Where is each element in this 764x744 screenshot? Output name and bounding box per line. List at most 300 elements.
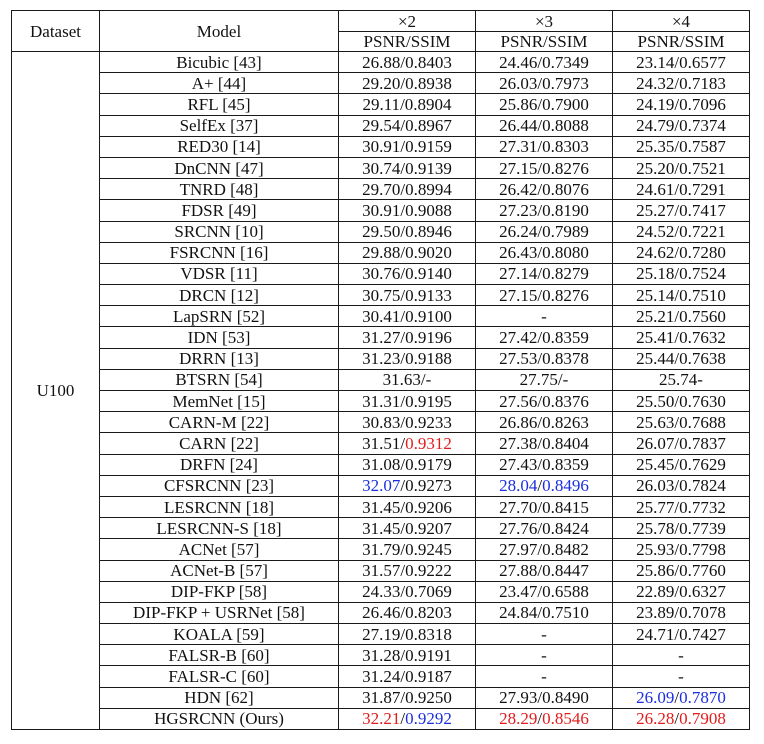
ssim-value: 0.8279 (542, 264, 589, 284)
psnr-value: 31.08 (362, 455, 401, 475)
metric-cell: 25.45/0.7629 (613, 454, 750, 475)
ssim-value: - (425, 370, 432, 390)
model-cell: RFL [45] (100, 94, 339, 115)
psnr-value: 31.63 (382, 370, 421, 390)
ssim-value: 0.9196 (405, 328, 452, 348)
ssim-value: 0.9159 (405, 137, 452, 157)
metric-cell: 27.38/0.8404 (476, 433, 613, 454)
psnr-value: 24.84 (499, 603, 538, 623)
header-row (12, 11, 750, 32)
table-row (12, 369, 750, 390)
metric-cell: 31.57/0.9222 (339, 560, 476, 581)
ssim-value: 0.9188 (405, 349, 452, 369)
table-row (12, 645, 750, 666)
metric-cell: 27.70/0.8415 (476, 496, 613, 517)
metric-cell: 25.21/0.7560 (613, 306, 750, 327)
ssim-value: 0.8938 (405, 73, 452, 93)
ssim-value: 0.6588 (542, 582, 589, 602)
psnr-value: 27.70 (499, 497, 538, 517)
psnr-value: 24.52 (636, 222, 675, 242)
metric-cell: 26.09/0.7870 (613, 687, 750, 708)
metric-cell: 25.20/0.7521 (613, 157, 750, 178)
psnr-value: 27.76 (499, 518, 538, 538)
table-row (12, 518, 750, 539)
metric-cell: 29.20/0.8938 (339, 73, 476, 94)
psnr-value: 30.83 (362, 412, 401, 432)
ssim-value: 0.7069 (405, 582, 452, 602)
table-row (12, 73, 750, 94)
psnr-value: 25.41 (636, 328, 675, 348)
ssim-value: 0.7870 (679, 688, 726, 708)
psnr-value: 26.43 (499, 243, 538, 263)
ssim-value: 0.8080 (542, 243, 589, 263)
psnr-value: - (678, 667, 684, 687)
psnr-value: 31.27 (362, 328, 401, 348)
metric-cell: 25.18/0.7524 (613, 263, 750, 284)
metric-cell (613, 369, 750, 390)
psnr-value: 25.77 (636, 497, 675, 517)
psnr-value: 27.14 (499, 264, 538, 284)
psnr-value: 26.09 (636, 688, 675, 708)
metric-cell: 30.75/0.9133 (339, 285, 476, 306)
metric-cell: 26.24/0.7989 (476, 221, 613, 242)
table-row (12, 94, 750, 115)
psnr-value: 27.97 (499, 539, 538, 559)
psnr-value: 29.50 (362, 222, 401, 242)
psnr-value: 26.46 (362, 603, 401, 623)
psnr-value: 24.33 (362, 582, 401, 602)
metric-cell: 25.50/0.7630 (613, 391, 750, 412)
model-cell: LESRCNN [18] (100, 496, 339, 517)
metric-cell: 31.79/0.9245 (339, 539, 476, 560)
metric-cell: 24.79/0.7374 (613, 115, 750, 136)
metric-header: PSNR/SSIM (613, 32, 750, 52)
psnr-value: 31.79 (362, 539, 401, 559)
psnr-value: 29.11 (362, 94, 401, 114)
model-cell: DnCNN [47] (100, 157, 339, 178)
ssim-value: 0.9100 (405, 306, 452, 326)
psnr-value: 24.71 (636, 624, 675, 644)
ssim-value: 0.7291 (679, 179, 726, 199)
model-cell: IDN [53] (100, 327, 339, 348)
scale-header-x4: ×4 (613, 11, 750, 32)
ssim-value: 0.8263 (542, 412, 589, 432)
metric-cell: 25.78/0.7739 (613, 518, 750, 539)
ssim-value: - (562, 370, 569, 390)
psnr-value: 23.47 (499, 582, 538, 602)
psnr-value: 31.45 (362, 518, 401, 538)
metric-cell: 31.31/0.9195 (339, 391, 476, 412)
psnr-value: 25.21 (636, 306, 675, 326)
ssim-value: 0.7078 (679, 603, 726, 623)
ssim-value: 0.7688 (679, 412, 726, 432)
model-cell: TNRD [48] (100, 179, 339, 200)
ssim-value: 0.6327 (679, 582, 726, 602)
metric-cell: 25.44/0.7638 (613, 348, 750, 369)
metric-cell: 27.43/0.8359 (476, 454, 613, 475)
psnr-value: 25.50 (636, 391, 675, 411)
model-cell: MemNet [15] (100, 391, 339, 412)
ssim-value: 0.7427 (679, 624, 726, 644)
metric-cell: 31.23/0.9188 (339, 348, 476, 369)
ssim-value: 0.8994 (405, 179, 452, 199)
metric-cell: 26.86/0.8263 (476, 412, 613, 433)
metric-cell: 27.14/0.8279 (476, 263, 613, 284)
table-row (12, 327, 750, 348)
model-cell: BTSRN [54] (100, 369, 339, 390)
model-cell: RED30 [14] (100, 136, 339, 157)
model-cell: A+ [44] (100, 73, 339, 94)
psnr-value: - (678, 645, 684, 665)
metric-cell: 31.08/0.9179 (339, 454, 476, 475)
metric-cell: 30.74/0.9139 (339, 157, 476, 178)
metric-cell: 27.19/0.8318 (339, 624, 476, 645)
psnr-value: 24.46 (499, 52, 538, 72)
psnr-value: - (541, 645, 547, 665)
table-row (12, 496, 750, 517)
metric-cell: 25.35/0.7587 (613, 136, 750, 157)
ssim-value: 0.7760 (679, 561, 726, 581)
table-row (12, 602, 750, 623)
psnr-value: 28.29 (499, 709, 538, 729)
psnr-value: 31.45 (362, 497, 401, 517)
metric-cell (613, 645, 750, 666)
psnr-value: 25.93 (636, 539, 675, 559)
metric-cell: 25.14/0.7510 (613, 285, 750, 306)
metric-cell: 27.23/0.8190 (476, 200, 613, 221)
ssim-value: 0.7908 (679, 709, 726, 729)
metric-header: PSNR/SSIM (339, 32, 476, 52)
psnr-value: 26.86 (499, 412, 538, 432)
psnr-value: 25.18 (636, 264, 675, 284)
metric-cell: 25.41/0.7632 (613, 327, 750, 348)
ssim-value: 0.7221 (679, 222, 726, 242)
metric-cell: 30.41/0.9100 (339, 306, 476, 327)
metric-cell: 26.28/0.7908 (613, 708, 750, 729)
ssim-value: 0.7521 (679, 158, 726, 178)
ssim-value: 0.8490 (542, 688, 589, 708)
ssim-value: 0.7638 (679, 349, 726, 369)
psnr-value: 26.28 (636, 709, 675, 729)
ssim-value: 0.7629 (679, 455, 726, 475)
metric-cell: 31.27/0.9196 (339, 327, 476, 348)
ssim-value: 0.8496 (542, 476, 589, 496)
psnr-value: 27.43 (499, 455, 538, 475)
metric-cell: 31.87/0.9250 (339, 687, 476, 708)
psnr-value: 27.15 (499, 285, 538, 305)
metric-cell: 27.31/0.8303 (476, 136, 613, 157)
psnr-value: 30.75 (362, 285, 401, 305)
psnr-value: 26.88 (362, 52, 401, 72)
table-row (12, 475, 750, 496)
ssim-value: 0.9233 (405, 412, 452, 432)
table-row (12, 263, 750, 284)
metric-cell: 31.45/0.9207 (339, 518, 476, 539)
psnr-value: 25.14 (636, 285, 675, 305)
psnr-value: 25.63 (636, 412, 675, 432)
ssim-value: 0.7560 (679, 306, 726, 326)
table-row (12, 115, 750, 136)
ssim-value: 0.8376 (542, 391, 589, 411)
psnr-value: 30.91 (362, 137, 401, 157)
metric-cell: 26.88/0.8403 (339, 52, 476, 73)
ssim-value: 0.8415 (542, 497, 589, 517)
dataset-header: Dataset (12, 11, 100, 52)
psnr-value: 32.21 (362, 709, 401, 729)
psnr-value: 30.41 (362, 306, 401, 326)
ssim-value: 0.7632 (679, 328, 726, 348)
psnr-value: 26.03 (499, 73, 538, 93)
psnr-value: 25.86 (636, 561, 675, 581)
psnr-value: 27.38 (499, 433, 538, 453)
ssim-value: 0.9139 (405, 158, 452, 178)
metric-cell: 29.88/0.9020 (339, 242, 476, 263)
ssim-value: 0.9020 (405, 243, 452, 263)
ssim-value: 0.8276 (542, 158, 589, 178)
psnr-value: - (541, 667, 547, 687)
metric-cell: 24.84/0.7510 (476, 602, 613, 623)
psnr-value: 26.07 (636, 433, 675, 453)
psnr-value: 27.15 (499, 158, 538, 178)
metric-cell: 29.70/0.8994 (339, 179, 476, 200)
table-row (12, 242, 750, 263)
psnr-value: 26.03 (636, 476, 675, 496)
ssim-value: 0.7798 (679, 539, 726, 559)
ssim-value: 0.8403 (405, 52, 452, 72)
ssim-value: 0.8276 (542, 285, 589, 305)
psnr-value: 31.57 (362, 561, 401, 581)
ssim-value: 0.8088 (542, 116, 589, 136)
metric-cell: 26.46/0.8203 (339, 602, 476, 623)
ssim-value: 0.7973 (542, 73, 589, 93)
metric-cell: 29.11/0.8904 (339, 94, 476, 115)
ssim-value: 0.7824 (679, 476, 726, 496)
metric-cell: 27.97/0.8482 (476, 539, 613, 560)
ssim-value: 0.7837 (679, 433, 726, 453)
table-row (12, 539, 750, 560)
psnr-value: 25.86 (499, 94, 538, 114)
metric-cell: 27.53/0.8378 (476, 348, 613, 369)
psnr-value: 24.19 (636, 94, 675, 114)
ssim-value: 0.8904 (404, 94, 452, 114)
metric-cell: 24.33/0.7069 (339, 581, 476, 602)
table-row (12, 157, 750, 178)
ssim-value: 0.8404 (542, 433, 589, 453)
ssim-value: 0.8190 (542, 200, 589, 220)
ssim-value: 0.8076 (542, 179, 589, 199)
psnr-value: 30.74 (362, 158, 401, 178)
metric-cell: 31.24/0.9187 (339, 666, 476, 687)
table-row (12, 285, 750, 306)
table-row (12, 560, 750, 581)
model-cell: CFSRCNN [23] (100, 475, 339, 496)
psnr-value: 31.24 (362, 667, 401, 687)
metric-cell: 26.43/0.8080 (476, 242, 613, 263)
psnr-value: 24.79 (636, 116, 675, 136)
psnr-value: 22.89 (636, 582, 675, 602)
model-cell: FALSR-C [60] (100, 666, 339, 687)
metric-cell (476, 306, 613, 327)
ssim-value: 0.9133 (405, 285, 452, 305)
table-row (12, 581, 750, 602)
metric-cell (476, 624, 613, 645)
results-table (11, 10, 750, 730)
psnr-value: 27.31 (499, 137, 538, 157)
ssim-value: 0.8359 (542, 328, 589, 348)
metric-cell: 28.29/0.8546 (476, 708, 613, 729)
metric-cell: 26.44/0.8088 (476, 115, 613, 136)
model-cell: DRFN [24] (100, 454, 339, 475)
model-cell: LapSRN [52] (100, 306, 339, 327)
model-cell: FALSR-B [60] (100, 645, 339, 666)
ssim-value: 0.8424 (542, 518, 589, 538)
ssim-value: 0.8318 (405, 624, 452, 644)
table-row (12, 687, 750, 708)
psnr-value: 29.20 (362, 73, 401, 93)
model-cell: FDSR [49] (100, 200, 339, 221)
scale-header-x2: ×2 (339, 11, 476, 32)
model-cell: HDN [62] (100, 687, 339, 708)
ssim-value: 0.9187 (405, 667, 452, 687)
psnr-value: 28.04 (499, 476, 538, 496)
dataset-cell: U100 (12, 52, 100, 730)
model-cell: DRCN [12] (100, 285, 339, 306)
psnr-value: 27.19 (362, 624, 401, 644)
ssim-value: 0.8447 (542, 561, 589, 581)
ssim-value: 0.7374 (679, 116, 726, 136)
model-cell: SelfEx [37] (100, 115, 339, 136)
ssim-value: 0.9191 (405, 645, 452, 665)
ssim-value: 0.7587 (679, 137, 726, 157)
metric-cell: 25.63/0.7688 (613, 412, 750, 433)
psnr-value: 27.75 (519, 370, 558, 390)
model-cell: FSRCNN [16] (100, 242, 339, 263)
model-cell: ACNet [57] (100, 539, 339, 560)
metric-cell: 27.88/0.8447 (476, 560, 613, 581)
metric-cell: 27.93/0.8490 (476, 687, 613, 708)
metric-cell: 23.89/0.7078 (613, 602, 750, 623)
psnr-value: 25.27 (636, 200, 675, 220)
metric-cell: 26.03/0.7973 (476, 73, 613, 94)
metric-cell: 27.56/0.8376 (476, 391, 613, 412)
ssim-value: 0.7183 (679, 73, 726, 93)
psnr-value: 27.23 (499, 200, 538, 220)
psnr-value: 25.74- (659, 370, 703, 390)
metric-cell: 24.52/0.7221 (613, 221, 750, 242)
model-cell: KOALA [59] (100, 624, 339, 645)
metric-cell: 27.15/0.8276 (476, 157, 613, 178)
psnr-value: 32.07 (362, 476, 401, 496)
metric-cell: 32.07/0.9273 (339, 475, 476, 496)
ssim-value: 0.7739 (679, 518, 726, 538)
psnr-value: 30.76 (362, 264, 401, 284)
psnr-value: 24.61 (636, 179, 675, 199)
metric-cell: 27.75/- (476, 369, 613, 390)
ssim-value: 0.8378 (542, 349, 589, 369)
scale-header-x3: ×3 (476, 11, 613, 32)
table-row (12, 348, 750, 369)
table-row (12, 412, 750, 433)
table-row (12, 52, 750, 73)
table-row (12, 221, 750, 242)
ssim-value: 0.7524 (679, 264, 726, 284)
metric-cell: 23.14/0.6577 (613, 52, 750, 73)
model-cell: Bicubic [43] (100, 52, 339, 73)
ssim-value: 0.7732 (679, 497, 726, 517)
ssim-value: 0.8946 (405, 222, 452, 242)
ssim-value: 0.7417 (679, 200, 726, 220)
metric-cell: 24.46/0.7349 (476, 52, 613, 73)
psnr-value: 27.53 (499, 349, 538, 369)
model-cell: VDSR [11] (100, 263, 339, 284)
psnr-value: 25.78 (636, 518, 675, 538)
psnr-value: 31.23 (362, 349, 401, 369)
psnr-value: 27.42 (499, 328, 538, 348)
metric-cell: 31.51/0.9312 (339, 433, 476, 454)
model-cell: SRCNN [10] (100, 221, 339, 242)
metric-cell: 30.83/0.9233 (339, 412, 476, 433)
metric-header: PSNR/SSIM (476, 32, 613, 52)
ssim-value: 0.9222 (405, 561, 452, 581)
ssim-value: 0.7096 (679, 94, 726, 114)
metric-cell: 25.77/0.7732 (613, 496, 750, 517)
metric-cell: 24.71/0.7427 (613, 624, 750, 645)
psnr-value: - (541, 624, 547, 644)
metric-cell: 29.50/0.8946 (339, 221, 476, 242)
ssim-value: 0.9273 (405, 476, 452, 496)
table-row (12, 433, 750, 454)
psnr-value: 25.20 (636, 158, 675, 178)
psnr-value: 25.44 (636, 349, 675, 369)
ssim-value: 0.7900 (542, 94, 589, 114)
metric-cell: 27.15/0.8276 (476, 285, 613, 306)
metric-cell: 26.03/0.7824 (613, 475, 750, 496)
psnr-value: 31.28 (362, 645, 401, 665)
ssim-value: 0.9250 (405, 688, 452, 708)
ssim-value: 0.8967 (405, 116, 452, 136)
metric-cell: 26.07/0.7837 (613, 433, 750, 454)
ssim-value: 0.9207 (405, 518, 452, 538)
metric-cell: 25.86/0.7760 (613, 560, 750, 581)
ssim-value: 0.9206 (405, 497, 452, 517)
metric-cell: 22.89/0.6327 (613, 581, 750, 602)
ssim-value: 0.9140 (405, 264, 452, 284)
ssim-value: 0.8203 (405, 603, 452, 623)
metric-cell: 25.93/0.7798 (613, 539, 750, 560)
psnr-value: 29.54 (362, 116, 401, 136)
psnr-value: 31.87 (362, 688, 401, 708)
ssim-value: 0.9088 (405, 200, 452, 220)
psnr-value: 26.44 (499, 116, 538, 136)
psnr-value: 24.32 (636, 73, 675, 93)
metric-cell: 23.47/0.6588 (476, 581, 613, 602)
ssim-value: 0.9179 (405, 455, 452, 475)
metric-cell: 29.54/0.8967 (339, 115, 476, 136)
ssim-value: 0.7630 (679, 391, 726, 411)
psnr-value: 24.62 (636, 243, 675, 263)
metric-cell: 31.45/0.9206 (339, 496, 476, 517)
metric-cell: 27.76/0.8424 (476, 518, 613, 539)
psnr-value: 25.45 (636, 455, 675, 475)
psnr-value: 23.14 (636, 52, 675, 72)
ssim-value: 0.7989 (542, 222, 589, 242)
table-row (12, 454, 750, 475)
model-cell: HGSRCNN (Ours) (100, 708, 339, 729)
psnr-value: 29.70 (362, 179, 401, 199)
ssim-value: 0.7510 (679, 285, 726, 305)
model-cell: LESRCNN-S [18] (100, 518, 339, 539)
metric-cell: 31.63/- (339, 369, 476, 390)
